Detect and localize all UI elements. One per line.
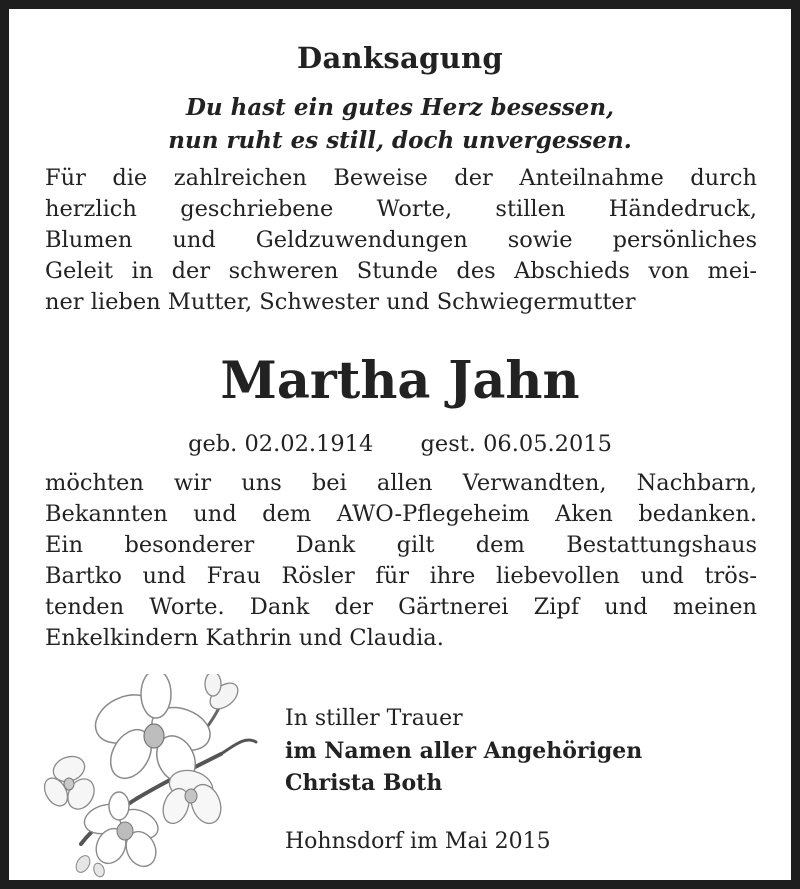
thanks-paragraph [45,468,757,654]
text-line: tenden Worte. Dank der Gärtnerei Zipf und meinen [45,594,757,620]
birth-date: geb. 02.02.1914 [188,431,374,457]
death-date: gest. 06.05.2015 [420,431,612,457]
orchid-branch-icon [41,674,271,879]
text-line: Für die zahlreichen Beweise der Anteilnahme durch [45,165,757,191]
text-line: Bartko und Frau Rösler für ihre liebevollen und trös- [45,563,757,589]
deceased-name: Martha Jahn [220,351,580,411]
text-line: herzlich geschriebene Worte, stillen Händedruck, [45,196,757,222]
text-line: ner lieben Mutter, Schwester und Schwiegermutter [45,289,636,315]
intro-paragraph [45,163,757,318]
motto-line: Du hast ein gutes Herz besessen, [185,94,615,121]
signature-block [285,703,642,799]
text-line: möchten wir uns bei allen Verwandten, Nachbarn, [45,470,757,496]
place-date: Hohnsdorf im Mai 2015 [285,829,551,854]
text-line: Bekannten und dem AWO-Pflegeheim Aken bedanken. [45,501,757,527]
life-dates [9,431,791,457]
text-line: Geleit in der schweren Stunde des Abschieds von mei- [45,258,757,284]
mourning-line: In stiller Trauer [285,706,463,731]
on-behalf-line: im Namen aller Angehörigen [285,738,643,764]
text-line: Ein besonderer Dank gilt dem Bestattungshaus [45,532,757,558]
motto-line: nun ruht es still, doch unvergessen. [168,127,632,154]
text-line: Blumen und Geldzuwendungen sowie persönliches [45,227,757,253]
motto-verse [9,91,791,157]
notice-heading: Danksagung [297,41,503,75]
signer-name: Christa Both [285,770,443,796]
text-line: Enkelkindern Kathrin und Claudia. [45,625,444,651]
